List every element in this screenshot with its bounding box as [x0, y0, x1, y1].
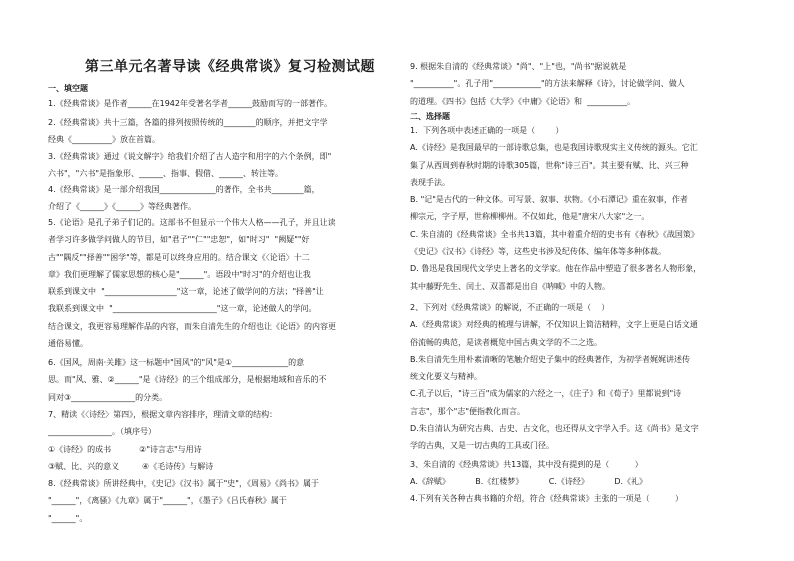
question-9	[410, 58, 685, 110]
text-line: D. 鲁迅是我国现代文学史上著名的文学家。他在作品中塑造了很多著名人物形象，	[410, 264, 702, 274]
text-line: B. "记"是古代的一种文体。可写景、叙事、状物。《小石潭记》重在叙事，作者	[410, 195, 688, 205]
choice-question-3	[410, 456, 647, 491]
text-line: A.《辞赋》 B.《红楼梦》 C.《诗经》 D.《礼》	[410, 477, 648, 487]
text-line: 3.《经典常谈》通过《说文解字》给我们介绍了古人造字和用字的六个条例，即"	[48, 152, 332, 161]
text-line: "______"，《离骚》《九章》属于"______"，《墨子》《吕氏春秋》属于	[48, 496, 287, 506]
text-line: 联系到课文中 "__________________"这一章，论述了做学问的方法；"择善"让	[48, 287, 324, 297]
text-line: 1．下列各项中表述正确的一项是（ ）	[410, 126, 564, 135]
text-line: 9. 根据朱自清的《经典常谈》"尚"、"上"也，"尚书"据说就是	[410, 62, 627, 71]
question-3	[48, 148, 331, 183]
text-line: 经典《__________》放在首篇。	[48, 135, 160, 145]
question-7	[48, 406, 277, 475]
text-line: 6.《国风，周南·关雎》这一标题中"国风"的"风"是①______________的意	[48, 358, 305, 367]
text-line: 古""隅反""择善""困学"等，都是可以终身应用的。结合课文《〈论语〉十二	[48, 252, 310, 262]
text-line: C.孔子以后，"诗三百"成为儒家的六经之一，《庄子》和《荀子》里都说到"诗	[410, 389, 682, 399]
text-line: 言志"，那个"志"便指教化而言。	[410, 406, 526, 416]
text-line: 我联系到课文中 "__________________________"这一章，论述做人的学问。	[48, 304, 317, 314]
text-line: "______"。	[48, 513, 88, 523]
text-line: "__________"。孔子用"____________"的方法来解释《诗》，讨论做学问、做人	[410, 79, 685, 89]
text-line: A.《诗经》是我国最早的一部诗歌总集，也是我国诗歌现实主义传统的源头。它汇	[410, 143, 698, 153]
text-line: 7、精读《〈诗经〉第四》，根据文章内容排序，理清文章的结构：	[48, 410, 278, 419]
question-4	[48, 181, 320, 216]
text-line: 1.《经典常谈》是作者______在1942年受著名学者______鼓励而写的一部著作。	[48, 99, 332, 108]
text-line: 章》我们更理解了儒家思想的核心是"______"。语段中"时习"的介绍也让我	[48, 269, 311, 279]
text-line: 思。而"风、雅、②______"是《诗经》的三个组成部分，是根据地域和音乐的不	[48, 375, 327, 385]
question-2	[48, 114, 328, 149]
question-1	[48, 95, 332, 112]
text-line: 《史记》《汉书》《诗经》等，这些史书涉及纪传体、编年体等多种体裁。	[410, 247, 666, 257]
text-line: D.朱自清认为研究古典、古史、古文化，也还得从文字学入手。这《尚书》是文字	[410, 424, 699, 434]
question-6	[48, 354, 327, 406]
question-8	[48, 475, 319, 527]
text-line: 者学习许多做学问做人的节目，如"君子""仁""忠恕"，如"时习" "阙疑""好	[48, 235, 310, 245]
text-line: 5.《论语》是孔子弟子们记的。这部书不但显示一个伟大人格——孔子，并且让读	[48, 218, 336, 227]
text-line: 8.《经典常谈》所讲经典中，《史记》《汉书》属于"史"，《周易》《尚书》属于	[48, 479, 319, 488]
text-line: 4.下列有关各种古典书籍的介绍，符合《经典常谈》主张的一项是（ ）	[410, 494, 684, 503]
text-line: 结合课文，我更容易理解作品的内容，而朱自清先生的介绍也让《论语》的内容更	[48, 321, 336, 331]
text-line: 3、朱自清的《经典常谈》共13篇，其中没有提到的是（ ）	[410, 460, 643, 469]
text-line: 表现手法。	[410, 177, 450, 187]
text-line: B.朱自清先生用朴素清晰的笔触介绍史子集中的经典著作，为初学者娓娓讲述传	[410, 354, 691, 364]
text-line: 六书"，"六书"是指象形、______、指事、假借、______、转注等。	[48, 169, 284, 179]
choice-question-2	[410, 299, 699, 455]
text-line: ________________。（填序号）	[48, 427, 156, 437]
text-line: C. 朱自清的《经典常谈》全书共13篇，其中着重介绍的史书有《春秋》《战国策》	[410, 229, 699, 239]
text-line: 集了从西周到春秋时期的诗歌305篇，世称"诗三百"。其主要有赋、比、兴三种	[410, 160, 689, 170]
text-line: 学的古典，又是一切古典的工具或门径。	[410, 441, 554, 451]
text-line: A.《经典常谈》对经典的梳理与讲解，不仅知识上简洁精粹，文字上更是白话文通	[410, 320, 698, 330]
section-fill-in-heading: 一、填空题	[48, 84, 88, 93]
text-line: 通俗易懂。	[48, 339, 88, 349]
section-choice-heading: 二、选择题	[410, 112, 450, 121]
text-line: 的道理。《四书》包括《大学》《中庸》《论语》和 __________。	[410, 96, 636, 106]
page-title: 第三单元名著导读《经典常谈》复习检测试题	[85, 59, 375, 75]
text-line: 俗流畅的典范，是读者概览中国古典文学的不二之选。	[410, 337, 602, 347]
text-line: 介绍了《______》《______》等经典著作。	[48, 202, 196, 212]
text-line: ③赋、比、兴的意义 ④《毛诗传》与解诗	[48, 461, 214, 471]
text-line: 2.《经典常谈》共十三篇，各篇的排列按照传统的________的顺序，并把文字学	[48, 118, 328, 127]
choice-question-4	[410, 490, 683, 507]
question-5	[48, 214, 336, 352]
text-line: 其中藤野先生、闰土、双喜都是出自《呐喊》中的人物。	[410, 281, 610, 291]
text-line: 同对③________________的分类。	[48, 392, 168, 402]
choice-question-1	[410, 122, 701, 295]
text-line: 4.《经典常谈》是一部介绍我国______________的著作，全书共________篇，	[48, 185, 320, 194]
text-line: ①《诗经》的成书 ②"诗言志"与用诗	[48, 444, 202, 454]
text-line: 统文化要义与精神。	[410, 372, 482, 382]
text-line: 2、下列对《经典常谈》的解说，不正确的一项是（ ）	[410, 303, 610, 312]
text-line: 柳宗元，字子厚，世称柳柳州。不仅如此，他是"唐宋八大家"之一。	[410, 212, 650, 222]
